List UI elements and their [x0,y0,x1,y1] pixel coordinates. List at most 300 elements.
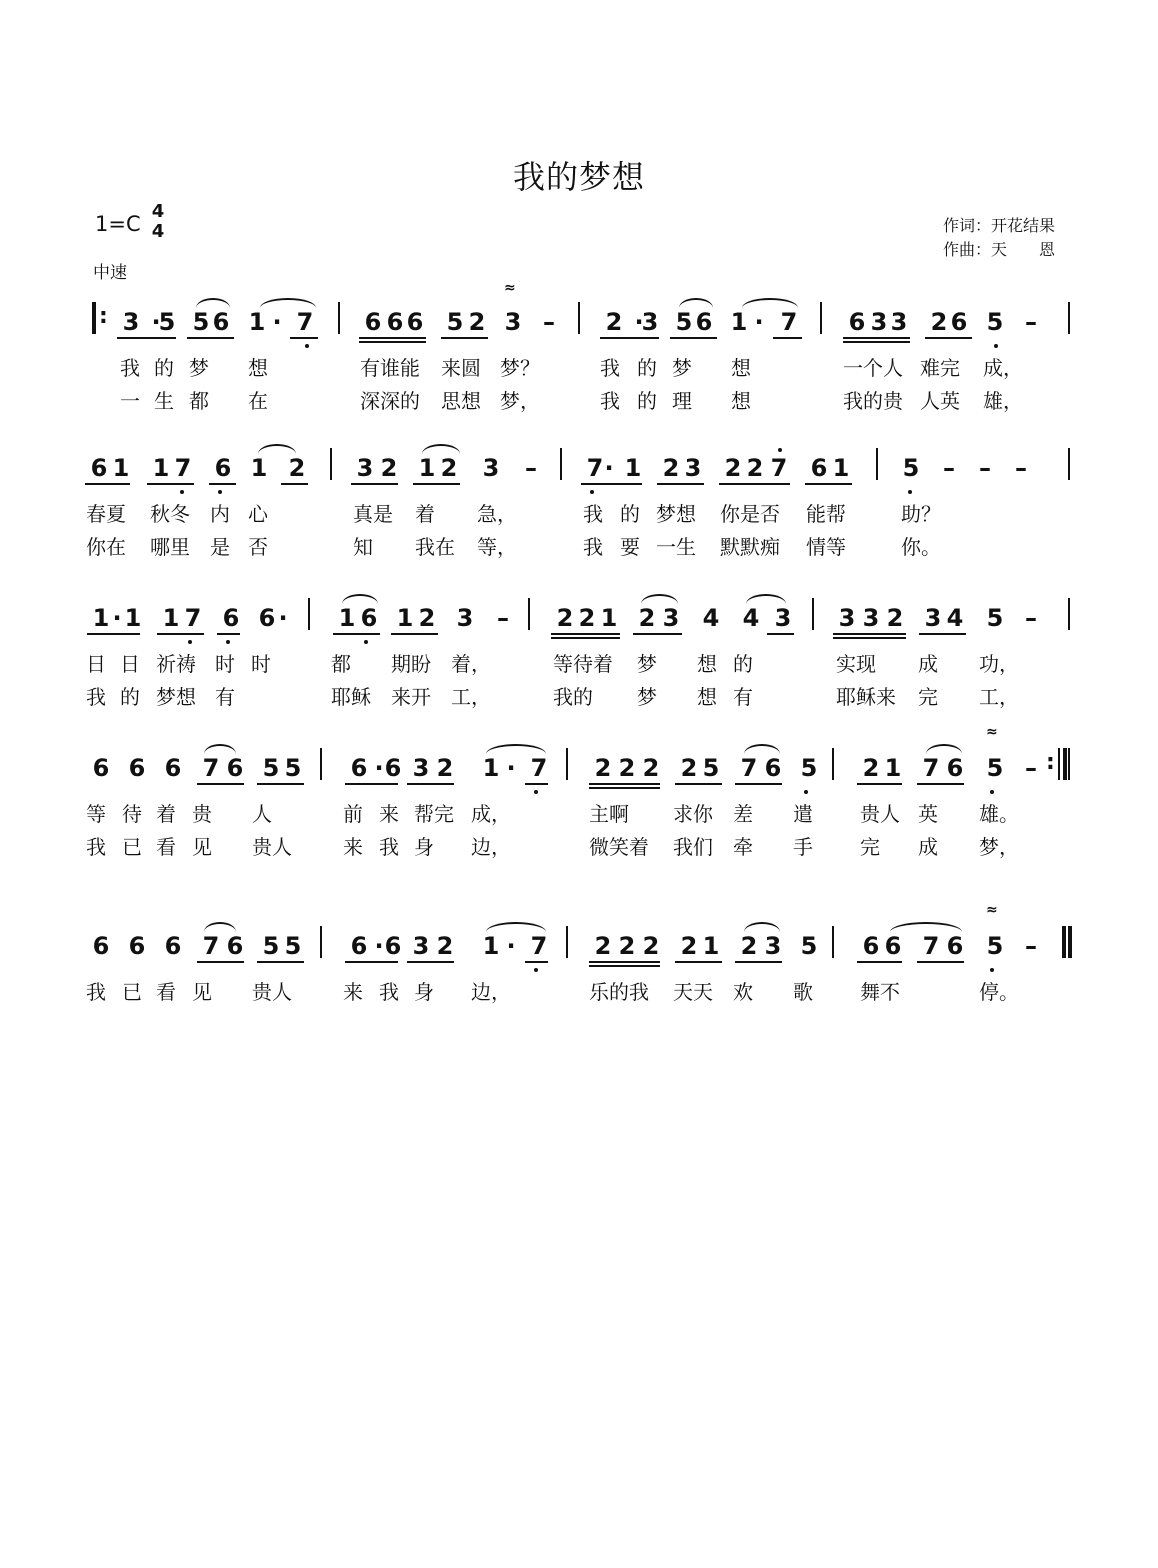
bar-line [812,598,814,630]
beam-underline [675,783,722,785]
lyric-syllable: 的 [620,502,640,526]
lyric-syllable: 的 [733,652,753,676]
final-bar-thin [1062,926,1064,958]
staff-system-5 [0,902,1158,1036]
lyric-syllable: 知 [353,535,373,559]
note-3: 3 [356,454,374,482]
note-7: 7 [296,308,314,336]
lyric-syllable: 差 [733,802,753,826]
note-5: 5 [902,454,920,482]
lyric-syllable: 见 [192,980,212,1004]
lyric-syllable: 来 [379,802,399,826]
staff-system-3 [0,596,1158,708]
lyric-syllable: 功， [979,652,1019,676]
mordent-ornament: ≈ [986,902,998,918]
low-octave-dot [305,344,309,348]
lyric-syllable: 歌 [793,980,813,1004]
lyric-syllable: 贵 [192,802,212,826]
note-6: 6 [164,754,182,782]
lyric-syllable: 牵 [733,835,753,859]
beam-underline [833,637,906,639]
lyric-syllable: 默默痴 [720,535,780,559]
bar-line [1068,448,1070,480]
note-5: 5 [702,754,720,782]
note-6: 6 [386,308,404,336]
dot-mark: · [374,754,384,782]
note-3: 3 [456,604,474,632]
lyric-syllable: 梦？ [500,356,540,380]
hold-dash: – [979,454,991,482]
slur-arc [422,444,460,454]
lyric-syllable: 工， [451,685,491,709]
note-6: 6 [946,754,964,782]
lyric-syllable: 你在 [86,535,126,559]
key-signature: 1=C [95,212,141,236]
low-octave-dot [804,790,808,794]
beam-underline [525,783,548,785]
slur-arc [926,744,962,754]
lyric-syllable: 我 [600,356,620,380]
note-3: 3 [504,308,522,336]
lyric-syllable: 有 [215,685,235,709]
note-3: 3 [838,604,856,632]
beam-underline [917,783,964,785]
lyric-syllable: 日 [120,652,140,676]
note-6: 6 [406,308,424,336]
note-6: 6 [862,932,880,960]
lyric-syllable: 贵人 [252,980,292,1004]
note-6: 6 [92,754,110,782]
lyric-syllable: 深深的 [360,389,420,413]
lyric-syllable: 一生 [656,535,696,559]
note-2: 2 [468,308,486,336]
lyric-syllable: 梦， [979,835,1019,859]
time-signature-top: 4 [151,201,165,222]
bar-line [528,598,530,630]
lyric-syllable: 成 [918,835,938,859]
lyric-syllable: 成 [918,652,938,676]
lyric-syllable: 来开 [391,685,431,709]
lyric-syllable: 情等 [806,535,846,559]
lyric-syllable: 一个人 [843,356,903,380]
dot-mark: · [272,308,282,336]
hold-dash: – [1025,308,1037,336]
lyric-syllable: 英 [918,802,938,826]
note-1: 1 [702,932,720,960]
bar-line [876,448,878,480]
note-6: 6 [212,308,230,336]
lyric-syllable: 我 [600,389,620,413]
lyric-syllable: 理 [672,389,692,413]
lyric-syllable: 助？ [901,502,941,526]
bar-line [330,448,332,480]
note-2: 2 [556,604,574,632]
lyric-syllable: 春夏 [86,502,126,526]
note-6: 6 [764,754,782,782]
bar-line [832,748,834,780]
tempo-marking: 中速 [93,263,127,283]
lyric-syllable: 帮完 [414,802,454,826]
beam-underline [551,633,620,635]
beam-underline [719,483,790,485]
lyric-syllable: 手 [793,835,813,859]
lyric-syllable: 边， [471,980,511,1004]
hold-dash: – [1025,932,1037,960]
slur-arc [204,922,236,932]
slur-arc [486,922,546,932]
note-2: 2 [886,604,904,632]
lyric-syllable: 想 [731,389,751,413]
lyric-syllable: 思想 [441,389,481,413]
beam-underline [925,337,972,339]
note-6: 6 [848,308,866,336]
note-2: 2 [862,754,880,782]
note-6: 6 [364,308,382,336]
beam-underline [359,341,426,343]
note-2: 2 [380,454,398,482]
note-2: 2 [436,932,454,960]
lyric-syllable: 都 [189,389,209,413]
lyric-syllable: 要 [620,535,640,559]
bar-line [1068,748,1070,780]
lyric-syllable: 一 [120,389,140,413]
lyric-syllable: 否 [248,535,268,559]
dot-mark: · [634,308,644,336]
slur-arc [204,744,236,754]
note-2: 2 [578,604,596,632]
lyric-syllable: 见 [192,835,212,859]
note-7: 7 [174,454,192,482]
lyric-syllable: 梦 [637,685,657,709]
lyric-syllable: 来 [343,980,363,1004]
beam-underline [281,483,308,485]
note-2: 2 [594,932,612,960]
note-2: 2 [618,932,636,960]
note-5: 5 [800,754,818,782]
slur-arc [641,594,678,604]
lyric-syllable: 我 [86,980,106,1004]
lyric-syllable: 想 [731,356,751,380]
bar-line [308,598,310,630]
dot-mark: · [374,932,384,960]
bar-line [566,926,568,958]
lyric-syllable: 着 [156,802,176,826]
note-5: 5 [986,604,1004,632]
beam-underline [670,337,717,339]
note-1: 1 [112,454,130,482]
note-1: 1 [338,604,356,632]
note-6: 6 [222,604,240,632]
lyric-syllable: 有 [733,685,753,709]
lyric-syllable: 有谁能 [360,356,420,380]
note-1: 1 [250,454,268,482]
lyric-syllable: 雄。 [979,802,1019,826]
lyric-syllable: 前 [343,802,363,826]
lyric-syllable: 梦 [672,356,692,380]
staff-system-1 [0,280,1158,413]
note-1: 1 [730,308,748,336]
note-row [0,280,1158,350]
beam-underline [333,633,380,635]
beam-underline [197,783,244,785]
hold-dash: – [1015,454,1027,482]
note-2: 2 [680,932,698,960]
beam-underline [767,633,794,635]
lyric-syllable: 停。 [979,980,1019,1004]
note-3: 3 [122,308,140,336]
beam-underline [581,483,642,485]
beam-underline [209,483,236,485]
low-octave-dot [188,640,192,644]
lyric-syllable: 待 [122,802,142,826]
song-title: 我的梦想 [512,158,645,196]
low-octave-dot [590,490,594,494]
beam-underline [857,783,902,785]
low-octave-dot [218,490,222,494]
dot-mark: · [506,932,516,960]
note-6: 6 [695,308,713,336]
lyricist-credit: 作词：开花结果 [943,216,1056,235]
slur-arc [890,922,962,932]
note-2: 2 [605,308,623,336]
beam-underline [657,483,704,485]
lyric-syllable: 想 [248,356,268,380]
slur-arc [744,744,780,754]
note-6: 6 [92,932,110,960]
mordent-ornament: ≈ [986,724,998,740]
lyric-syllable: 内 [210,502,230,526]
time-signature [148,202,168,242]
slur-arc [742,298,798,308]
note-row [0,724,1158,796]
note-4: 4 [946,604,964,632]
repeat-end-bar-thick [1063,748,1067,780]
staff-system-2 [0,446,1158,558]
note-3: 3 [641,308,659,336]
note-1: 1 [248,308,266,336]
note-2: 2 [680,754,698,782]
lyric-syllable: 在 [248,389,268,413]
beam-underline [87,633,140,635]
note-6: 6 [214,454,232,482]
note-6: 6 [226,932,244,960]
lyric-syllable: 成， [983,356,1023,380]
note-6: 6 [950,308,968,336]
lyric-syllable: 我在 [415,535,455,559]
lyric-syllable: 主啊 [589,802,629,826]
low-octave-dot [180,490,184,494]
beam-underline [843,337,910,339]
note-4: 4 [702,604,720,632]
lyric-syllable: 梦想 [156,685,196,709]
lyric-syllable: 的 [120,685,140,709]
note-5: 5 [262,754,280,782]
dot-mark: · [278,604,288,632]
note-7: 7 [202,932,220,960]
lyric-syllable: 梦 [189,356,209,380]
beam-underline [257,783,304,785]
beam-underline [833,633,906,635]
dot-mark: · [112,604,122,632]
note-7: 7 [530,932,548,960]
lyric-syllable: 身 [414,835,434,859]
hold-dash: – [1025,604,1037,632]
hold-dash: – [497,604,509,632]
note-3: 3 [870,308,888,336]
beam-underline [600,337,659,339]
composer-credit: 作曲：天 恩 [943,240,1056,259]
beam-underline [919,633,966,635]
note-2: 2 [594,754,612,782]
dot-mark: · [506,754,516,782]
lyric-syllable: 我 [583,535,603,559]
slur-arc [258,444,296,454]
note-6: 6 [90,454,108,482]
beam-underline [85,483,130,485]
bar-line [1064,926,1066,958]
beam-underline [589,961,660,963]
note-7: 7 [922,754,940,782]
lyric-syllable: 我的贵 [843,389,903,413]
lyric-syllable: 着 [415,502,435,526]
lyric-syllable: 微笑着 [589,835,649,859]
note-row [0,446,1158,496]
low-octave-dot [908,490,912,494]
lyric-syllable: 真是 [353,502,393,526]
beam-underline [441,337,488,339]
note-2: 2 [642,754,660,782]
note-1: 1 [162,604,180,632]
beam-underline [589,787,660,789]
lyric-syllable: 想 [697,685,717,709]
mordent-ornament: ≈ [504,280,516,296]
bar-line [320,748,322,780]
beam-underline [197,961,244,963]
lyric-syllable: 边， [471,835,511,859]
slur-arc [486,744,546,754]
lyric-syllable: 都 [331,652,351,676]
beam-underline [359,337,426,339]
lyric-syllable: 完 [860,835,880,859]
beam-underline [157,633,204,635]
note-1: 1 [624,454,642,482]
beam-underline [589,965,660,967]
bar-line [820,302,822,334]
beam-underline [407,961,454,963]
note-5: 5 [262,932,280,960]
beam-underline [147,483,194,485]
note-3: 3 [662,604,680,632]
note-5: 5 [446,308,464,336]
beam-underline [735,783,782,785]
low-octave-dot [534,968,538,972]
note-2: 2 [662,454,680,482]
note-3: 3 [764,932,782,960]
note-7: 7 [202,754,220,782]
beam-underline [290,337,318,339]
beam-underline [917,961,964,963]
beam-underline [351,483,398,485]
beam-underline [187,337,234,339]
note-7: 7 [770,454,788,482]
lyric-syllable: 舞不 [860,980,900,1004]
lyric-syllable: 我 [86,685,106,709]
lyric-syllable: 等， [477,535,517,559]
lyric-syllable: 看 [156,980,176,1004]
note-6: 6 [360,604,378,632]
note-1: 1 [482,932,500,960]
lyric-syllable: 日 [86,652,106,676]
hold-dash: – [1025,754,1037,782]
note-6: 6 [350,754,368,782]
lyric-syllable: 天天 [673,980,713,1004]
lyric-syllable: 人英 [920,389,960,413]
note-row [0,902,1158,974]
lyric-syllable: 是 [210,535,230,559]
note-7: 7 [530,754,548,782]
lyric-syllable: 耶稣来 [836,685,896,709]
note-3: 3 [684,454,702,482]
note-3: 3 [412,932,430,960]
beam-underline [551,637,620,639]
repeat-end-bar-thin [1058,748,1060,780]
note-6: 6 [258,604,276,632]
note-5: 5 [986,754,1004,782]
lyric-syllable: 看 [156,835,176,859]
beam-underline [345,783,398,785]
lyric-syllable: 期盼 [391,652,431,676]
beam-underline [773,337,802,339]
note-1: 1 [124,604,142,632]
note-7: 7 [780,308,798,336]
lyric-syllable: 我 [583,502,603,526]
note-5: 5 [986,308,1004,336]
note-5: 5 [800,932,818,960]
note-1: 1 [600,604,618,632]
time-signature-bottom: 4 [151,221,165,242]
slur-arc [746,594,786,604]
beam-underline [257,961,304,963]
note-1: 1 [482,754,500,782]
note-3: 3 [862,604,880,632]
dot-mark: · [604,454,614,482]
note-2: 2 [930,308,948,336]
lyric-syllable: 求你 [673,802,713,826]
bar-line [1068,598,1070,630]
lyric-syllable: 我 [120,356,140,380]
note-6: 6 [884,932,902,960]
lyric-syllable: 想 [697,652,717,676]
note-7: 7 [922,932,940,960]
lyric-syllable: 祈祷 [156,652,196,676]
lyric-syllable: 生 [154,389,174,413]
note-5: 5 [284,754,302,782]
slur-arc [744,922,780,932]
beam-underline [843,341,910,343]
lyric-syllable: 完 [918,685,938,709]
beam-underline [525,961,548,963]
lyric-syllable: 我们 [673,835,713,859]
beam-underline [633,633,682,635]
note-row [0,596,1158,646]
lyric-syllable: 哪里 [150,535,190,559]
low-octave-dot [534,790,538,794]
low-octave-dot [994,344,998,348]
lyric-syllable: 等待着 [553,652,613,676]
lyric-syllable: 心 [248,502,268,526]
lyric-syllable: 难完 [920,356,960,380]
note-1: 1 [418,454,436,482]
